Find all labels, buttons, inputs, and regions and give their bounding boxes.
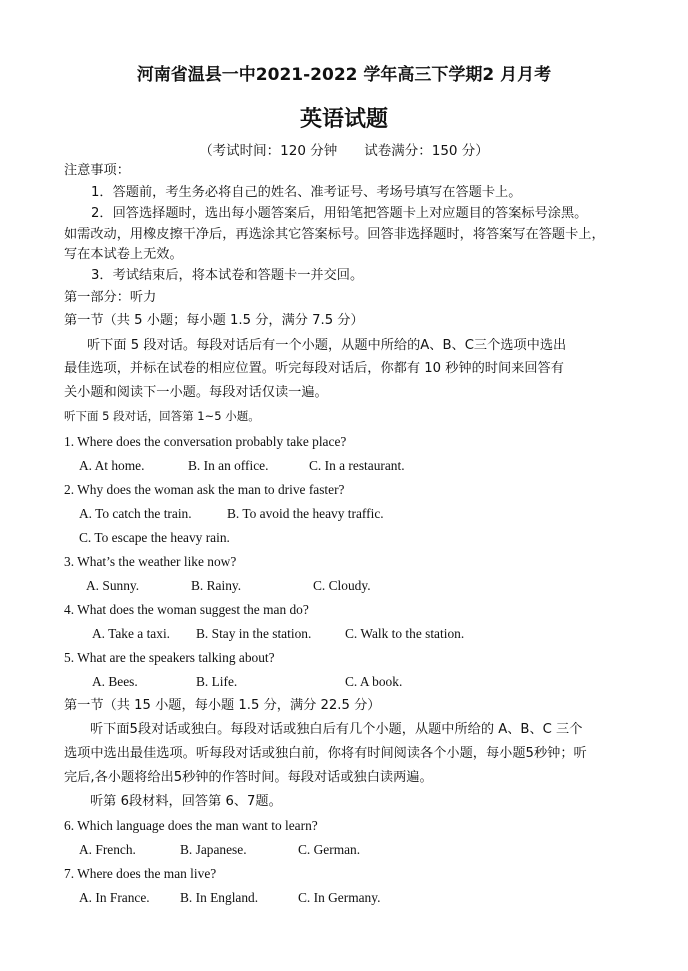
q7-option-a[interactable]: A. In France. — [79, 890, 150, 905]
q1-option-c[interactable]: C. In a restaurant. — [309, 458, 405, 473]
section1-instruction-1: 听下面 5 段对话。每段对话后有一个小题，从题中所给的A、B、C三个选项中选出 — [87, 338, 567, 353]
q7-option-b[interactable]: B. In England. — [180, 890, 259, 905]
note-1: 1．答题前，考生务必将自己的姓名、准考证号、考场号填写在答题卡上。 — [91, 185, 522, 200]
q7-option-c[interactable]: C. In Germany. — [298, 890, 381, 905]
note-2-cont: 如需改动，用橡皮擦干净后，再选涂其它答案标号。回答非选择题时，将答案写在答题卡上， — [64, 227, 605, 242]
question-5: 5. What are the speakers talking about? — [64, 650, 275, 665]
q1-option-a[interactable]: A. At home. — [79, 458, 145, 473]
q2-option-a[interactable]: A. To catch the train. — [79, 506, 192, 521]
q5-option-c[interactable]: C. A book. — [345, 674, 403, 689]
part1-heading: 第一部分：听力 — [64, 290, 157, 305]
q2-option-b[interactable]: B. To avoid the heavy traffic. — [227, 506, 384, 521]
section2-instruction-1: 听下面5段对话或独白。每段对话或独白后有几个小题，从题中所给的 A、B、C 三个 — [90, 722, 583, 737]
q4-option-a[interactable]: A. Take a taxi. — [92, 626, 171, 641]
q5-option-b[interactable]: B. Life. — [196, 674, 238, 689]
note-3: 3．考试结束后，将本试卷和答题卡一并交回。 — [91, 268, 364, 283]
q6-option-b[interactable]: B. Japanese. — [180, 842, 247, 857]
notes-header: 注意事项： — [64, 163, 130, 178]
q4-option-c[interactable]: C. Walk to the station. — [345, 626, 465, 641]
q3-option-b[interactable]: B. Rainy. — [191, 578, 242, 593]
question-6: 6. Which language does the man want to learn? — [64, 818, 318, 833]
exam-meta: （考试时间：120 分钟 试卷满分：150 分） — [199, 143, 489, 159]
section2-sub: 听第 6段材料，回答第 6、7题。 — [90, 794, 282, 809]
question-4: 4. What does the woman suggest the man do? — [64, 602, 309, 617]
q5-option-a[interactable]: A. Bees. — [92, 674, 138, 689]
q3-option-c[interactable]: C. Cloudy. — [313, 578, 371, 593]
section2-instruction-2: 选项中选出最佳选项。听每段对话或独白前，你将有时间阅读各个小题，每小题5秒钟；听 — [64, 746, 587, 761]
question-1: 1. Where does the conversation probably take place? — [64, 434, 347, 449]
section1-instruction-2: 最佳选项，并标在试卷的相应位置。听完每段对话后，你都有 10 秒钟的时间来回答有 — [64, 361, 564, 376]
q4-option-b[interactable]: B. Stay in the station. — [196, 626, 312, 641]
exam-title: 河南省温县一中2021-2022 学年高三下学期2 月月考 — [136, 65, 552, 85]
section2-heading: 第一节（共 15 小题，每小题 1.5 分，满分 22.5 分） — [64, 698, 381, 713]
exam-subtitle: 英语试题 — [299, 107, 388, 132]
q6-option-c[interactable]: C. German. — [298, 842, 361, 857]
q3-option-a[interactable]: A. Sunny. — [86, 578, 140, 593]
section2-instruction-3: 完后,各小题将给出5秒钟的作答时间。每段对话或独白读两遍。 — [64, 770, 433, 785]
section1-instruction-3: 关小题和阅读下一小题。每段对话仅读一遍。 — [64, 385, 328, 400]
q2-option-c[interactable]: C. To escape the heavy rain. — [79, 530, 230, 545]
q6-option-a[interactable]: A. French. — [79, 842, 136, 857]
section1-sub: 听下面 5 段对话，回答第 1~5 小题。 — [64, 409, 260, 423]
q1-option-b[interactable]: B. In an office. — [188, 458, 269, 473]
question-3: 3. What’s the weather like now? — [64, 554, 237, 569]
note-2-cont2: 写在本试卷上无效。 — [64, 247, 183, 262]
note-2: 2．回答选择题时，选出每小题答案后，用铅笔把答题卡上对应题目的答案标号涂黑。 — [91, 206, 588, 221]
question-2: 2. Why does the woman ask the man to drive faster? — [64, 482, 345, 497]
question-7: 7. Where does the man live? — [64, 866, 217, 881]
section1-heading: 第一节（共 5 小题；每小题 1.5 分，满分 7.5 分） — [64, 313, 364, 328]
